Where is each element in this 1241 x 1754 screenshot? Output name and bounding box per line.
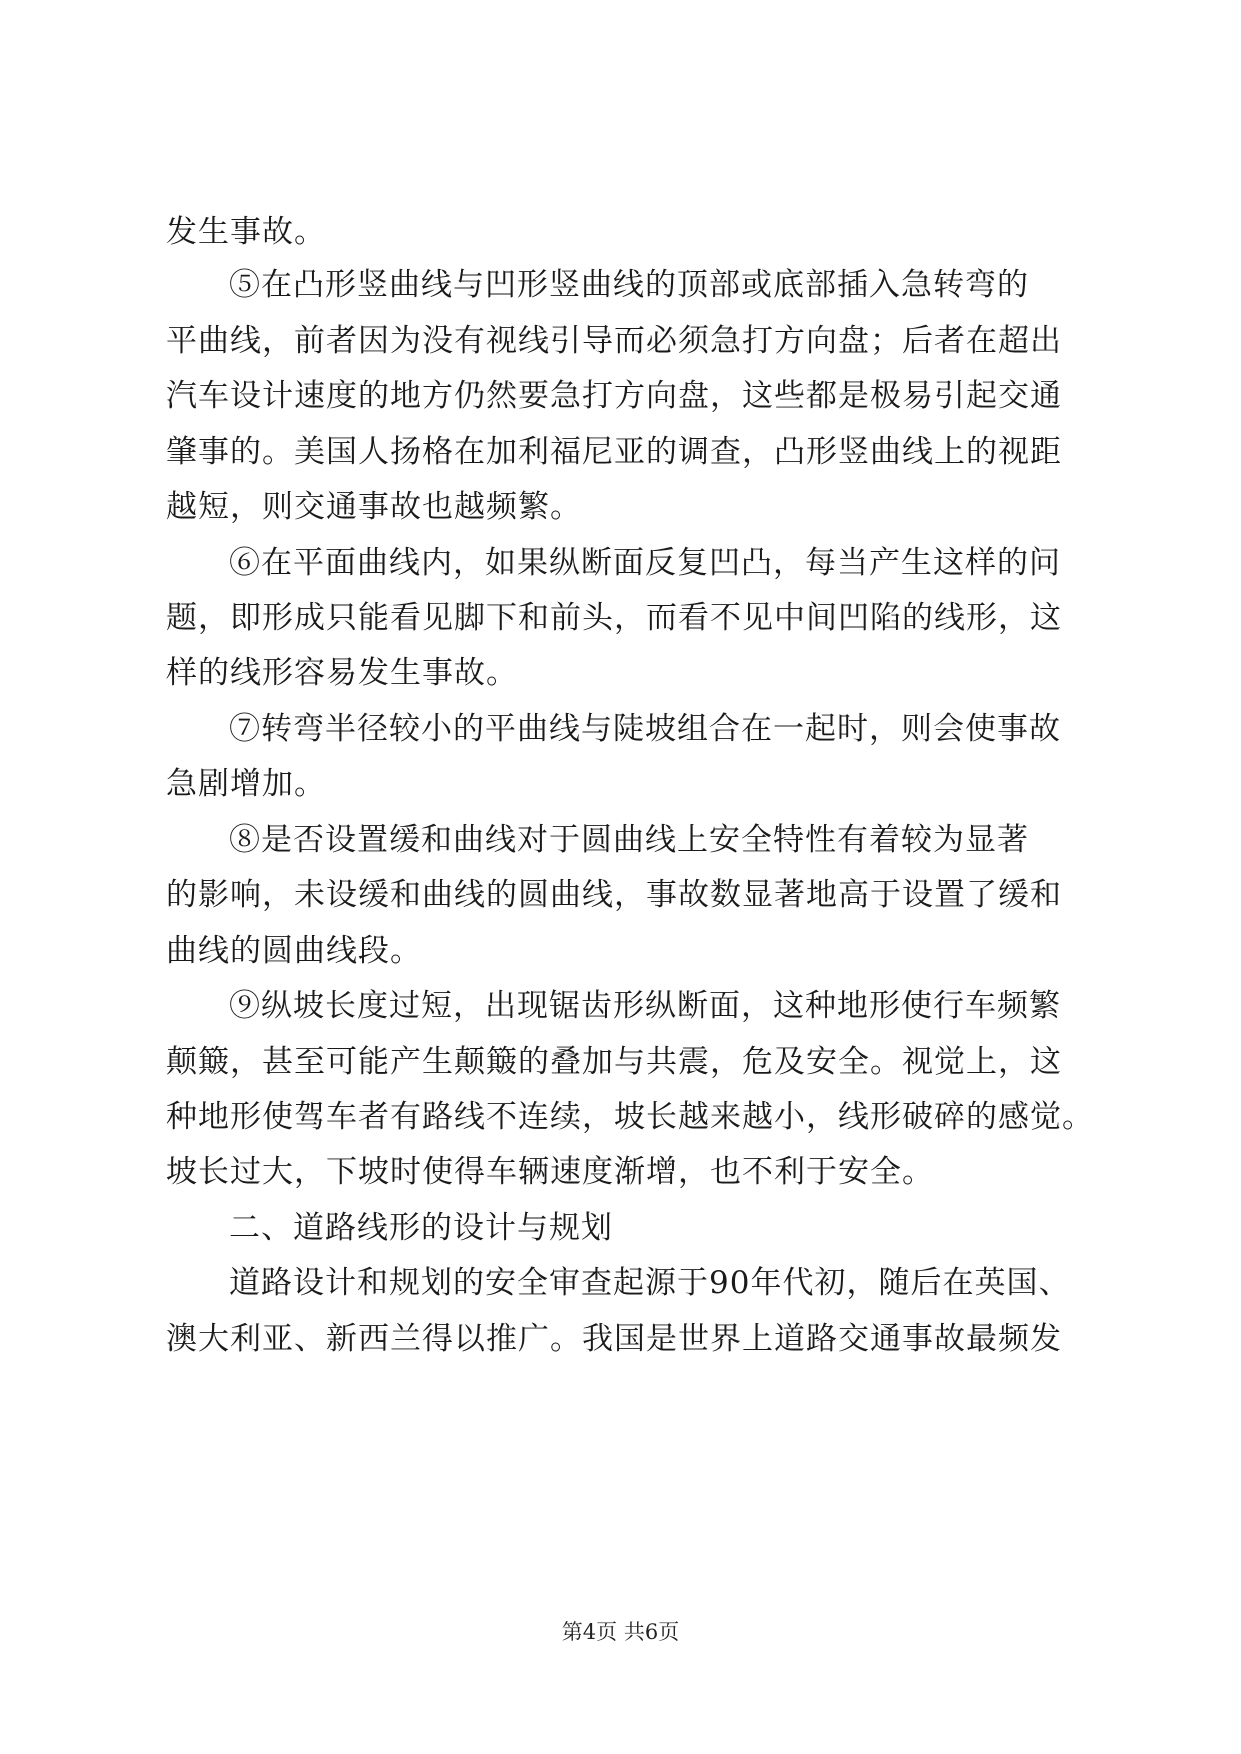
text-line: 汽车设计速度的地方仍然要急打方向盘，这些都是极易引起交通 — [166, 378, 1062, 414]
text-line: ⑤在凸形竖曲线与凹形竖曲线的顶部或底部插入急转弯的 — [229, 267, 1029, 303]
page-number-footer: 第4页 共6页 — [561, 1620, 680, 1644]
text-line: 坡长过大，下坡时使得车辆速度渐增，也不利于安全。 — [166, 1154, 934, 1190]
text-line: ⑨纵坡长度过短，出现锯齿形纵断面，这种地形使行车频繁 — [229, 988, 1061, 1024]
text-line: 颠簸，甚至可能产生颠簸的叠加与共震，危及安全。视觉上，这 — [166, 1044, 1062, 1080]
text-line: ⑧是否设置缓和曲线对于圆曲线上安全特性有着较为显著 — [229, 822, 1029, 858]
text-line: 澳大利亚、新西兰得以推广。我国是世界上道路交通事故最频发 — [166, 1321, 1062, 1357]
text-line: 平曲线，前者因为没有视线引导而必须急打方向盘；后者在超出 — [166, 323, 1062, 359]
text-line: 道路设计和规划的安全审查起源于90年代初，随后在英国、 — [229, 1265, 1071, 1301]
text-line: 肇事的。美国人扬格在加利福尼亚的调查，凸形竖曲线上的视距 — [166, 434, 1062, 470]
section-heading: 二、道路线形的设计与规划 — [229, 1210, 613, 1246]
text-line: ⑦转弯半径较小的平曲线与陡坡组合在一起时，则会使事故 — [229, 711, 1061, 747]
text-line: 越短，则交通事故也越频繁。 — [166, 489, 582, 525]
text-line: 急剧增加。 — [166, 766, 326, 802]
text-line: 题，即形成只能看见脚下和前头，而看不见中间凹陷的线形，这 — [166, 600, 1062, 636]
text-line: 曲线的圆曲线段。 — [166, 933, 422, 969]
text-line: 的影响，未设缓和曲线的圆曲线，事故数显著地高于设置了缓和 — [166, 877, 1062, 913]
text-line: ⑥在平面曲线内，如果纵断面反复凹凸，每当产生这样的问 — [229, 545, 1061, 581]
text-line: 样的线形容易发生事故。 — [166, 655, 518, 691]
text-line: 种地形使驾车者有路线不连续，坡长越来越小，线形破碎的感觉。 — [166, 1099, 1094, 1135]
text-line: 发生事故。 — [166, 214, 326, 250]
